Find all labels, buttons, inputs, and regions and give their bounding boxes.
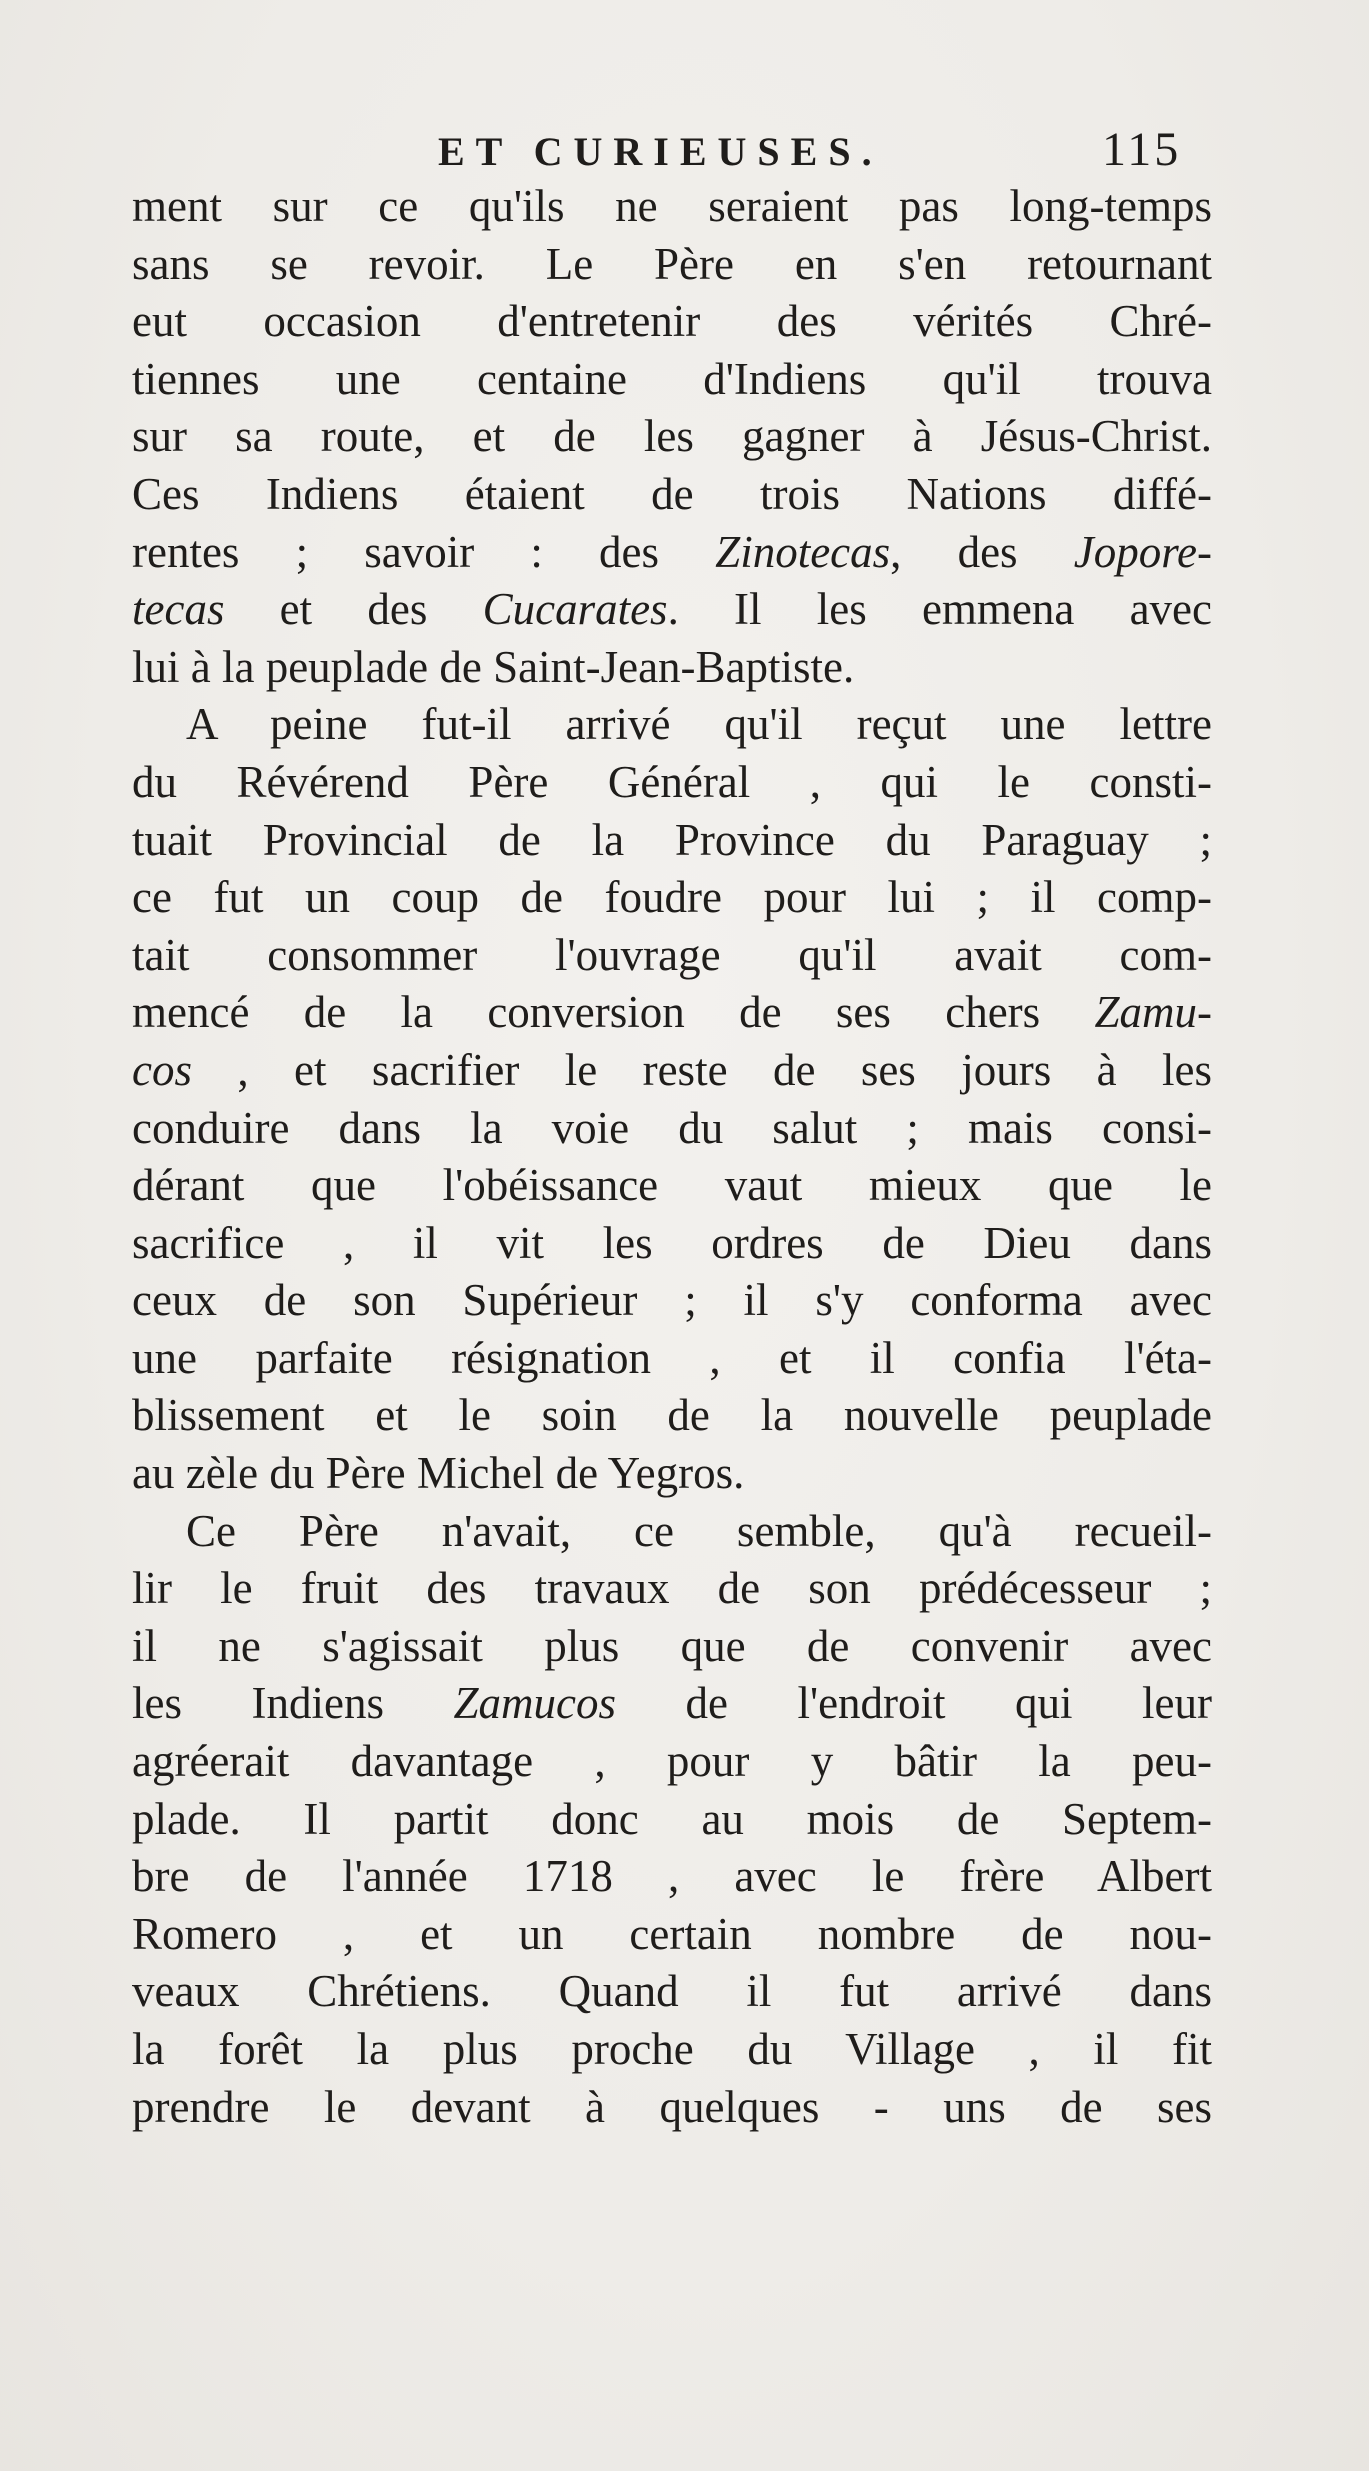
text-line <box>132 1215 1212 1273</box>
line-text: lir le fruit des travaux de son prédécesseur ; <box>132 1563 1212 1614</box>
line-text: veaux Chrétiens. Quand il fut arrivé dans <box>132 1966 1212 2017</box>
line-text: ce fut un coup de foudre pour lui ; il comp- <box>132 872 1212 923</box>
text-line <box>132 1791 1212 1849</box>
line-text: sacrifice , il vit les ordres de Dieu dans <box>132 1217 1212 1268</box>
line-text: Ces Indiens étaient de trois Nations diffé- <box>132 468 1212 519</box>
line-text: , des <box>890 526 1074 577</box>
text-line <box>132 1503 1212 1561</box>
line-text: sur sa route, et de les gagner à Jésus-Christ. <box>132 411 1212 462</box>
line-text: rentes ; savoir : des <box>132 526 716 577</box>
text-line <box>132 754 1212 812</box>
text-line <box>132 408 1212 466</box>
text-line <box>132 1445 1212 1503</box>
line-text: il ne s'agissait plus que de convenir avec <box>132 1620 1212 1671</box>
text-line <box>132 696 1212 754</box>
text-line <box>132 1330 1212 1388</box>
text-line <box>132 812 1212 870</box>
italic-term: Zamu- <box>1094 987 1212 1038</box>
text-line <box>132 236 1212 294</box>
italic-term: Cucarates <box>482 584 668 635</box>
line-text: une parfaite résignation , et il confia l'éta- <box>132 1332 1212 1383</box>
line-text: et des <box>224 584 483 635</box>
text-line <box>132 351 1212 409</box>
line-text: tuait Provincial de la Province du Paraguay ; <box>132 814 1212 865</box>
text-line <box>132 1963 1212 2021</box>
line-text: ceux de son Supérieur ; il s'y conforma avec <box>132 1275 1212 1326</box>
text-line <box>132 1157 1212 1215</box>
text-line <box>132 2079 1212 2137</box>
text-line <box>132 1675 1212 1733</box>
italic-term: Jopore- <box>1073 526 1212 577</box>
line-text: lui à la peuplade de Saint-Jean-Baptiste. <box>132 641 855 692</box>
text-line <box>132 178 1212 236</box>
text-line <box>132 2021 1212 2079</box>
line-text: plade. Il partit donc au mois de Septem- <box>132 1793 1212 1844</box>
line-text: du Révérend Père Général , qui le consti- <box>132 756 1212 807</box>
italic-term: Zamucos <box>453 1678 616 1729</box>
line-text: bre de l'année 1718 , avec le frère Albert <box>132 1851 1212 1902</box>
line-text: Ce Père n'avait, ce semble, qu'à recueil- <box>186 1505 1212 1556</box>
text-line <box>132 1100 1212 1158</box>
italic-term: Zinotecas <box>715 526 891 577</box>
line-text: blissement et le soin de la nouvelle peuplade <box>132 1390 1212 1441</box>
line-text: tiennes une centaine d'Indiens qu'il trouva <box>132 353 1212 404</box>
text-line <box>132 984 1212 1042</box>
text-line <box>132 466 1212 524</box>
italic-term: tecas <box>132 584 225 635</box>
line-text: , et sacrifier le reste de ses jours à les <box>192 1044 1212 1095</box>
text-line <box>132 1272 1212 1330</box>
text-line <box>132 581 1212 639</box>
text-line <box>132 1733 1212 1791</box>
line-text: les Indiens <box>132 1678 454 1729</box>
line-text: conduire dans la voie du salut ; mais consi- <box>132 1102 1212 1153</box>
italic-term: cos <box>132 1044 192 1095</box>
text-line <box>132 1560 1212 1618</box>
line-text: agréerait davantage , pour y bâtir la peu- <box>132 1736 1212 1787</box>
line-text: de l'endroit qui leur <box>615 1678 1212 1729</box>
line-text: eut occasion d'entretenir des vérités Chré- <box>132 296 1212 347</box>
running-head: ET CURIEUSES. <box>438 129 883 174</box>
text-line <box>132 927 1212 985</box>
line-text: dérant que l'obéissance vaut mieux que le <box>132 1160 1212 1211</box>
text-line <box>132 639 1212 697</box>
line-text: A peine fut-il arrivé qu'il reçut une lettre <box>186 699 1212 750</box>
text-line <box>132 1387 1212 1445</box>
line-text: Romero , et un certain nombre de nou- <box>132 1908 1212 1959</box>
text-line <box>132 293 1212 351</box>
page-number: 115 <box>1102 123 1182 176</box>
page-header <box>0 118 1369 178</box>
line-text: sans se revoir. Le Père en s'en retournant <box>132 238 1212 289</box>
line-text: tait consommer l'ouvrage qu'il avait com- <box>132 929 1212 980</box>
body-text <box>132 178 1212 2136</box>
line-text: . Il les emmena avec <box>667 584 1212 635</box>
line-text: ment sur ce qu'ils ne seraient pas long-temps <box>132 181 1212 231</box>
text-line <box>132 1618 1212 1676</box>
text-line <box>132 1906 1212 1964</box>
line-text: au zèle du Père Michel de Yegros. <box>132 1448 745 1499</box>
text-line <box>132 1848 1212 1906</box>
text-line <box>132 524 1212 582</box>
line-text: prendre le devant à quelques - uns de ses <box>132 2081 1212 2132</box>
text-line <box>132 869 1212 927</box>
line-text: mencé de la conversion de ses chers <box>132 987 1095 1038</box>
text-line <box>132 1042 1212 1100</box>
line-text: la forêt la plus proche du Village , il fit <box>132 2024 1212 2074</box>
